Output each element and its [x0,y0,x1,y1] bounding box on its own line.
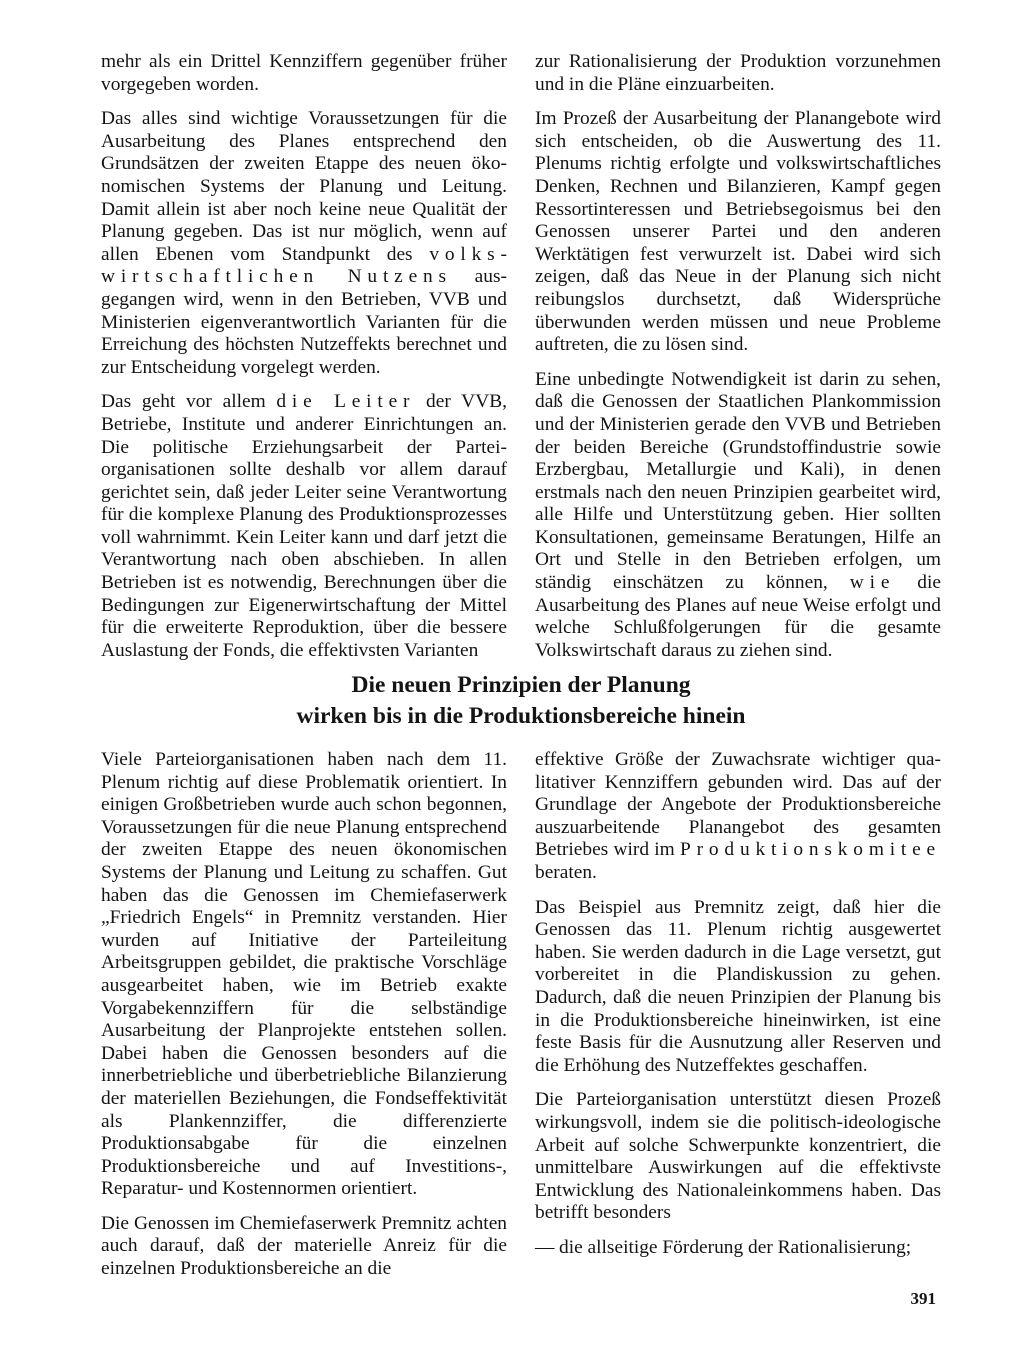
paragraph: Viele Parteiorganisationen haben nach dem 11. Plenum richtig auf diese Problematik orientiert. In einigen Großbetrieben wurde auch schon begonnen, Voraussetzungen für die neue Planung entsprechend der zweiten Etappe des neuen ökonomischen Systems der Planung und Leitung zu schaffen. Gut haben das die Genossen im Chemiefaserwerk „Friedrich Engels“ in Premnitz verstanden. Hier wurden auf Initiative der Parteileitung Arbeitsgruppen gebildet, die praktische Vorschläge ausgearbeitet haben, wie im Betrieb exakte Vorgabekennziffern für die selbständige Ausarbeitung der Planprojekte entstehen sollen. Dabei haben die Genossen besonders auf die innerbetriebliche und überbetriebliche Bilanzierung der materiellen Beziehungen, die Fondseffektivität als Plankennziffer, die differenzierte Produktionsabgabe für die einzelnen Produktionsbereiche und auf Investitions-, Reparatur- und Kostennormen orientiert. [101,749,507,1200]
paragraph: Das geht vor allem die Leiter der VVB, Betriebe, Institute und anderer Einrichtungen an. Die politische Erziehungsarbeit der Parteiorganisationen sollte deshalb vor allem darauf gerichtet sein, daß jeder Leiter seine Verantwortung für die komplexe Planung des Produktionsprozesses voll wahrnimmt. Kein Leiter kann und darf jetzt die Verantwortung nach oben abschieben. In allen Betrieben ist es notwendig, Berechnungen über die Bedingungen zur Eigenerwirtschaftung der Mittel für die erweiterte Reproduktion, über die bessere Auslastung der Fonds, die effektivsten Varianten [101,391,507,661]
paragraph: Das alles sind wichtige Voraussetzungen für die Ausarbeitung des Planes entsprechend den Grundsätzen der zweiten Etappe des neuen ökonomischen Systems der Planung und Leitung. Damit allein ist aber noch keine neue Qualität der Planung gegeben. Das ist nur möglich, wenn auf allen Ebenen vom Standpunkt des volkswirtschaftlichen Nutzens ausgegangen wird, wenn in den Betrieben, VVB und Ministerien eigenverantwortlich Varianten für die Erreichung des höchsten Nutzeffekts berechnet und zur Entscheidung vorgelegt werden. [101,108,507,378]
paragraph: zur Rationalisierung der Produktion vorzunehmen und in die Pläne einzuarbeiten. [535,51,941,95]
top-right-column [535,51,941,662]
section-heading [101,670,941,732]
paragraph: mehr als ein Drittel Kennziffern gegenüber früher vorgegeben worden. [101,51,507,95]
paragraph: effektive Größe der Zuwachsrate wichtiger qualitativer Kennziffern gebunden wird. Das auf der Grundlage der Angebote der Produktionsbereiche auszuarbeitende Planangebot des gesamten Betriebes wird im Produktionskomitee beraten. [535,749,941,883]
list-item: — die allseitige Förderung der Rationalisierung; [535,1236,912,1258]
paragraph: Im Prozeß der Ausarbeitung der Planangebote wird sich entscheiden, ob die Auswertung des 11. Plenums richtig erfolgte und volkswirtschaftliches Denken, Rechnen und Bilanzieren, Kampf gegen Ressortinteressen und Betriebsegoismus bei den Genossen unserer Partei und den anderen Werktätigen fest verwurzelt ist. Dabei wird sich zeigen, daß das Neue in der Planung sich nicht reibungslos durchsetzt, daß Widersprüche überwunden werden müssen und neue Probleme auftreten, die zu lösen sind. [535,108,941,356]
spaced-emphasis: wie [849,572,896,594]
spaced-emphasis: die Leiter [276,391,416,413]
heading-line-1: Die neuen Prinzipien der Planung [351,672,691,698]
paragraph: Die Genossen im Chemiefaserwerk Premnitz achten auch darauf, daß der materielle Anreiz für die einzelnen Produktionsbereiche an die [101,1212,507,1280]
spaced-emphasis: Produktionskomitee [680,839,941,861]
dash-bullet: — [535,1236,555,1258]
paragraph: Das Beispiel aus Premnitz zeigt, daß hier die Genossen das 11. Plenum richtig ausgewertet haben. Sie werden dadurch in die Lage versetzt, gut vorbereitet in die Plandiskussion zu gehen. Dadurch, daß die neuen Prinzipien der Planung bis in die Produktionsbereiche hineinwirken, ist eine feste Basis für die Ausnutzung aller Reserven und die Erhöhung des Nutzeffektes geschaffen. [535,896,941,1076]
page-number: 391 [910,1289,936,1308]
paragraph: Eine unbedingte Notwendigkeit ist darin zu sehen, daß die Genossen der Staatlichen Plankommission und der Ministerien gerade den VVB und Betrieben der beiden Bereiche (Grundstoffindustrie sowie Erzbergbau, Metallurgie und Kali), in denen erstmals nach den neuen Prinzipien gearbeitet wird, alle Hilfe und Unterstützung geben. Hier sollten Konsultationen, gemeinsame Beratungen, Hilfe an Ort und Stelle in den Betrieben erfolgen, um ständig einschätzen zu können, wie die Ausarbeitung des Planes auf neue Weise erfolgt und welche Schlußfolgerungen für die gesamte Volkswirtschaft daraus zu ziehen sind. [535,368,941,661]
bottom-right-column [535,749,941,1259]
top-left-column [101,51,507,662]
heading-line-2: wirken bis in die Produktionsbereiche hinein [296,703,746,729]
paragraph: Die Parteiorganisation unterstützt diesen Prozeß wirkungsvoll, indem sie die politisch-ideologische Arbeit auf solche Schwerpunkte konzentriert, die unmittelbare Auswirkungen auf die effektivste Entwicklung des Nationaleinkommens haben. Das betrifft besonders [535,1089,941,1224]
bottom-left-column [101,749,507,1281]
spaced-emphasis: volkswirtschaftlichen Nutzens [101,243,507,288]
